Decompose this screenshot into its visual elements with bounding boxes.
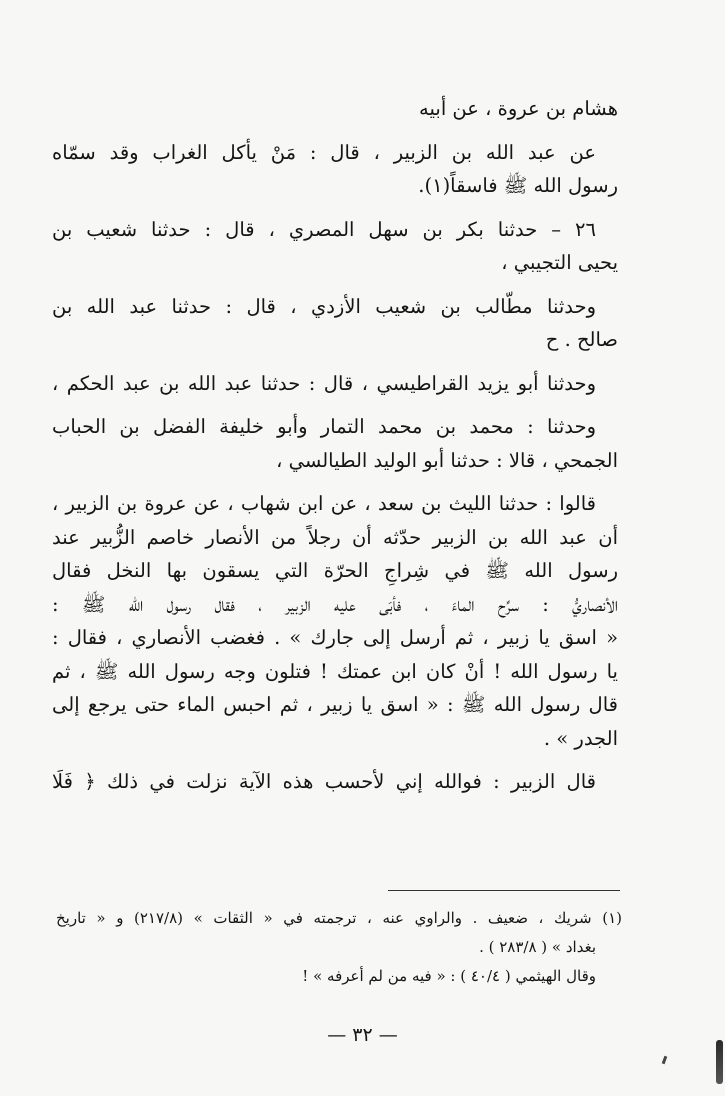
footnote-2	[56, 962, 622, 991]
footnotes	[56, 904, 622, 991]
paragraph-hadith-26	[52, 213, 618, 280]
text-line: ٢٦ – حدثنا بكر بن سهل المصري ، قال : حدثنا شعيب بن	[52, 217, 596, 241]
paragraph-8	[52, 765, 618, 799]
text-line: يا رسول الله ! أنْ كان ابن عمتك ! فتلون وجه رسول الله ﷺ ، ثم	[52, 659, 618, 683]
scan-speck	[662, 1056, 668, 1065]
paragraph-7	[52, 487, 618, 755]
text-line: الجمحي ، قالا : حدثنا أبو الوليد الطيالسي ،	[276, 448, 618, 472]
text-line: رسول الله ﷺ فاسقاً(١).	[418, 174, 618, 197]
footnote-1	[56, 904, 622, 962]
text-line: هشام بن عروة ، عن أبيه	[419, 97, 618, 120]
text-line: الجدر » .	[543, 726, 618, 750]
text-line: أن عبد الله بن الزبير حدّثه أن رجلاً من الأنصار خاصم الزُّبير عند	[52, 525, 618, 549]
text-line: رسول الله ﷺ في شِراجِ الحرّة التي يسقون بها النخل فقال	[52, 559, 618, 582]
text-line: قال رسول الله ﷺ : « اسق يا زبير ، ثم احبس الماء حتى يرجع إلى	[52, 693, 618, 716]
text-line: الأنصاريُّ : سرِّح الماءَ ، فأبَى عليه الزبير ، فقال رسول الله ﷺ :	[52, 592, 618, 616]
main-text	[52, 92, 618, 809]
text-line: قالوا : حدثنا الليث بن سعد ، عن ابن شهاب ، عن عروة بن الزبير ،	[52, 492, 596, 515]
text-line: صالح . ح	[545, 328, 618, 351]
text-line: يحيى التجيبي ،	[501, 251, 618, 274]
footnote-line: بغداد » ( ٢٨٣/٨ ) .	[479, 938, 596, 956]
page-number: — ٣٢ —	[327, 1024, 398, 1046]
text-line: وحدثنا أبو يزيد القراطيسي ، قال : حدثنا عبد الله بن عبد الحكم ،	[52, 371, 596, 395]
text-line: وحدثنا مطّالب بن شعيب الأزدي ، قال : حدثنا عبد الله بن	[52, 294, 596, 318]
text-line: قال الزبير : فوالله إني لأحسب هذه الآية نزلت في ذلك ﴿ فَلَا	[52, 770, 596, 793]
text-line: « اسق يا زبير ، ثم أرسل إلى جارك » . فغضب الأنصاري ، فقال :	[52, 626, 618, 649]
text-line: وحدثنا : محمد بن محمد التمار وأبو خليفة الفضل بن الحباب	[52, 415, 596, 438]
paragraph-1	[52, 92, 618, 126]
text-line: عن عبد الله بن الزبير ، قال : مَنْ يأكل الغراب وقد سمّاه	[52, 140, 596, 164]
paragraph-5	[52, 367, 618, 401]
paragraph-2	[52, 136, 618, 203]
scan-edge-mark	[716, 1040, 723, 1084]
paragraph-4	[52, 290, 618, 357]
footnote-line: وقال الهيثمي ( ٤٠/٤ ) : « فيه من لم أعرفه » !	[302, 967, 596, 985]
paragraph-6	[52, 410, 618, 477]
footnote-divider	[388, 890, 620, 891]
footnote-line: (١) شريك ، ضعيف . والراوي عنه ، ترجمته في « الثقات » (٢١٧/٨) و « تاريخ	[56, 909, 622, 927]
